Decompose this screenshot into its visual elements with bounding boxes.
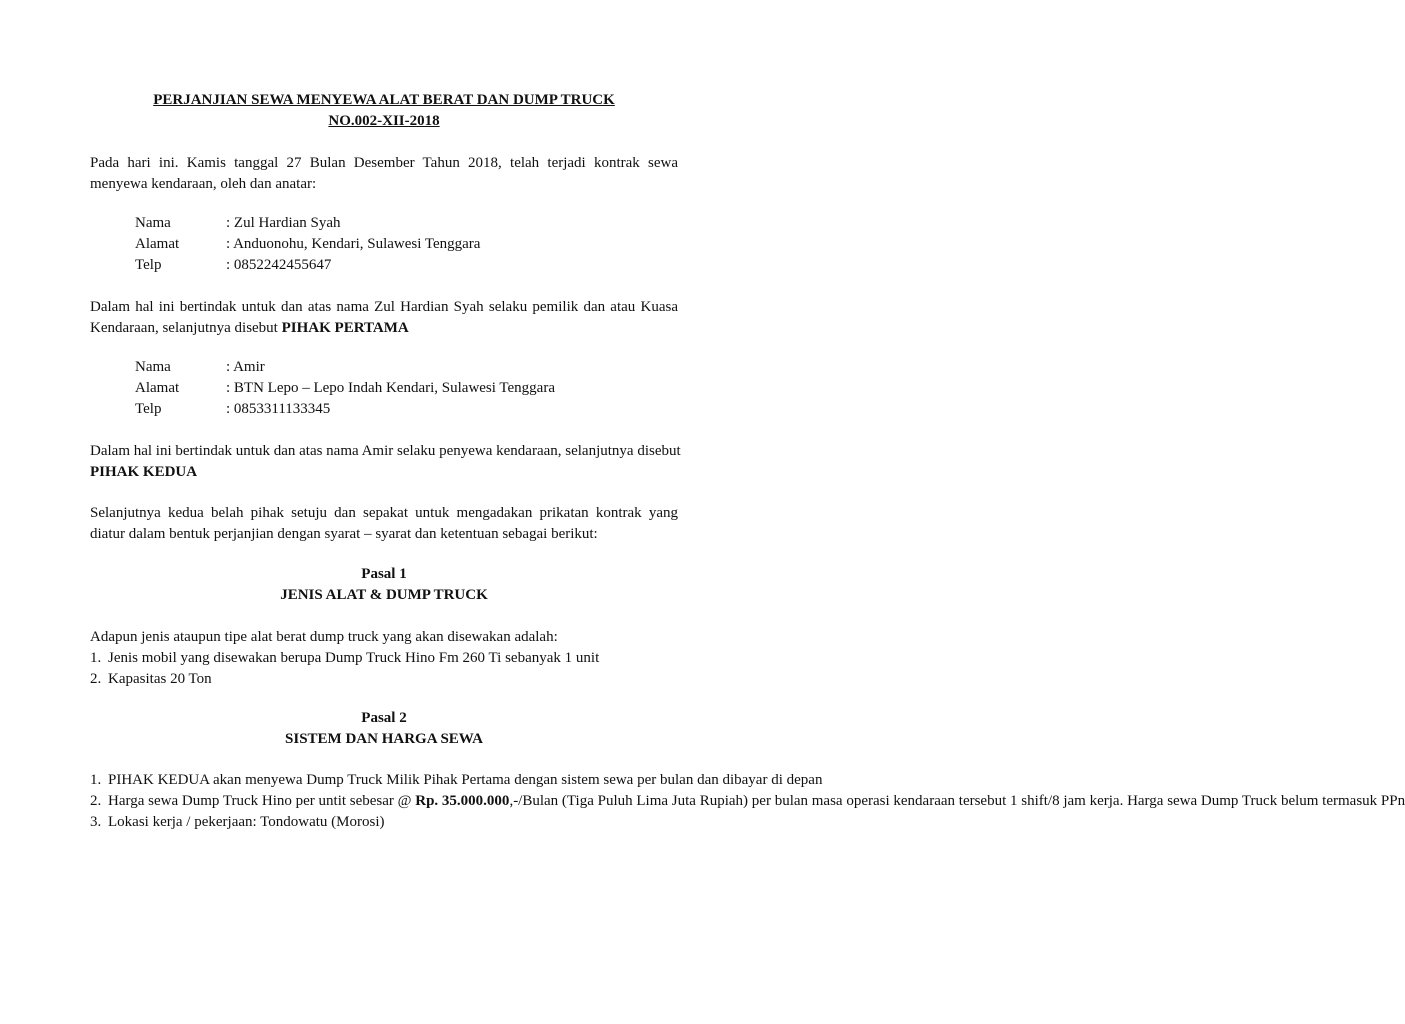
party2-statement bbox=[90, 441, 686, 483]
party2-nama-value: : Amir bbox=[226, 359, 265, 375]
list-item-text: PIHAK KEDUA akan menyewa Dump Truck Milik Pihak Pertama dengan sistem sewa per bulan dan dibayar di depan bbox=[108, 772, 823, 788]
list-item-text-post: ,-/Bulan (Tiga Puluh Lima Juta Rupiah) per bulan masa operasi kendaraan tersebut 1 shift/8 jam kerja. Harga sewa Dump Truck belum termasuk PPn bbox=[509, 793, 1405, 809]
party1-alamat-label: Alamat bbox=[135, 236, 180, 252]
list-item-number: 2. bbox=[90, 793, 102, 809]
party2-alamat-value: : BTN Lepo – Lepo Indah Kendari, Sulawesi Tenggara bbox=[226, 380, 555, 396]
party1-nama-label: Nama bbox=[135, 215, 171, 231]
party2-telp-value: : 0853311133345 bbox=[226, 401, 331, 417]
pasal1-intro: Adapun jenis ataupun tipe alat berat dump truck yang akan disewakan adalah: bbox=[90, 629, 558, 645]
list-item-text: Jenis mobil yang disewakan berupa Dump Truck Hino Fm 260 Ti sebanyak 1 unit bbox=[108, 650, 600, 666]
pasal1-list bbox=[90, 648, 680, 690]
party1-telp-label: Telp bbox=[135, 257, 162, 273]
pasal1-label: Pasal 1 bbox=[361, 566, 407, 582]
party1-statement-text: Dalam hal ini bertindak untuk dan atas nama Zul Hardian Syah selaku pemilik dan atau Kuasa Kendaraan, selanjutnya disebut bbox=[90, 299, 678, 336]
intro-paragraph: Pada hari ini. Kamis tanggal 27 Bulan Desember Tahun 2018, telah terjadi kontrak sewa menyewa kendaraan, oleh dan anatar: bbox=[90, 155, 678, 192]
party2-alamat-label: Alamat bbox=[135, 380, 180, 396]
party1-nama-value: : Zul Hardian Syah bbox=[226, 215, 341, 231]
list-item-number: 2. bbox=[90, 671, 102, 687]
party1-telp-value: : 0852242455647 bbox=[226, 257, 332, 273]
list-item-number: 1. bbox=[90, 650, 102, 666]
party2-statement-text: Dalam hal ini bertindak untuk dan atas nama Amir selaku penyewa kendaraan, selanjutnya disebut bbox=[90, 443, 681, 459]
list-item bbox=[90, 812, 680, 833]
list-item bbox=[90, 648, 680, 669]
rental-price: Rp. 35.000.000 bbox=[415, 793, 510, 809]
list-item-text: Lokasi kerja / pekerjaan: Tondowatu (Morosi) bbox=[108, 814, 385, 830]
list-item-text: Kapasitas 20 Ton bbox=[108, 671, 212, 687]
document-title: PERJANJIAN SEWA MENYEWA ALAT BERAT DAN DUMP TRUCK bbox=[153, 92, 615, 108]
list-item bbox=[90, 669, 680, 690]
list-item-number: 1. bbox=[90, 772, 102, 788]
list-item bbox=[90, 770, 823, 791]
pasal1-heading: JENIS ALAT & DUMP TRUCK bbox=[280, 587, 488, 603]
document-number: NO.002-XII-2018 bbox=[328, 113, 440, 129]
agreement-paragraph: Selanjutnya kedua belah pihak setuju dan sepakat untuk mengadakan prikatan kontrak yang diatur dalam bentuk perjanjian dengan syarat – syarat dan ketentuan sebagai berikut: bbox=[90, 505, 678, 542]
party1-statement bbox=[90, 297, 678, 339]
party1-designation: PIHAK PERTAMA bbox=[281, 320, 409, 336]
list-item-number: 3. bbox=[90, 814, 102, 830]
party2-designation: PIHAK KEDUA bbox=[90, 464, 198, 480]
pasal2-list bbox=[90, 770, 1405, 833]
party2-nama-label: Nama bbox=[135, 359, 171, 375]
pasal2-heading: SISTEM DAN HARGA SEWA bbox=[285, 731, 483, 747]
party1-alamat-value: : Anduonohu, Kendari, Sulawesi Tenggara bbox=[226, 236, 481, 252]
list-item-text-pre: Harga sewa Dump Truck Hino per untit sebesar @ bbox=[108, 793, 416, 809]
pasal2-label: Pasal 2 bbox=[361, 710, 407, 726]
list-item bbox=[90, 791, 1405, 812]
party2-telp-label: Telp bbox=[135, 401, 162, 417]
